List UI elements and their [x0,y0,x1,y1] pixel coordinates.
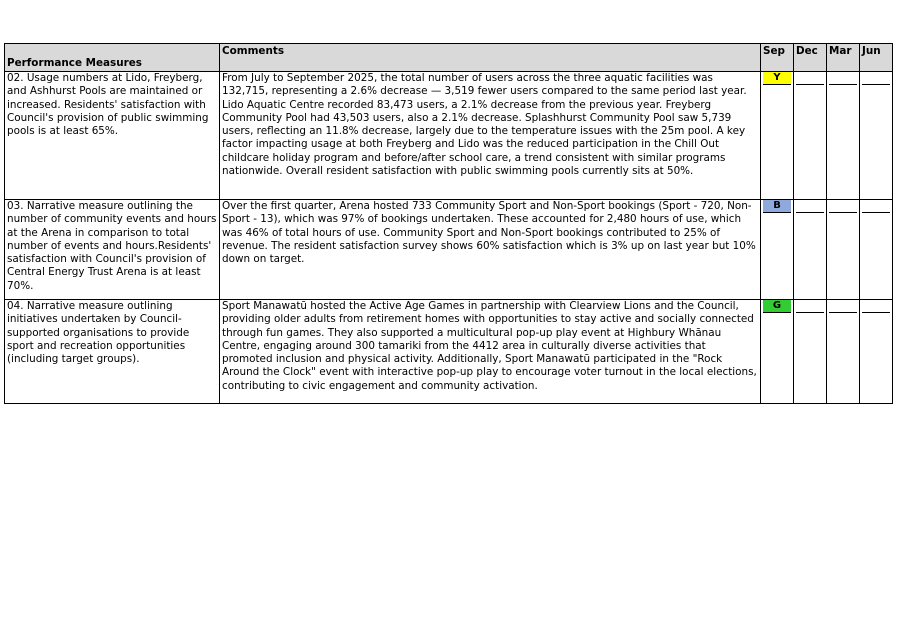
dec-status-cell [794,300,827,404]
table-row [5,300,893,404]
status-badge: Y [763,72,791,85]
measure-cell: 03. Narrative measure outlining the number of community events and hours at the Arena in comparison to total number of events and hours.Residents' satisfaction with Council's provision of Central Energy Trust Arena is at least 70%. [5,200,220,300]
sep-status-cell [761,300,794,404]
table-row [5,72,893,200]
status-badge: B [763,200,791,213]
table-header-row [5,44,893,72]
status-badge: G [763,300,791,313]
comment-cell: Over the first quarter, Arena hosted 733 Community Sport and Non-Sport bookings (Sport - 720, Non-Sport - 13), which was 97% of bookings undertaken. These accounted for 2,480 hours of use, which was 46% of total hours of use. Community Sport and Non-Sport bookings contributed to 25% of revenue. The resident satisfaction survey shows 60% satisfaction which is 3% up on last year but 10% down on target. [220,200,761,300]
empty-status [829,300,857,313]
empty-status [862,200,890,213]
sep-status-cell [761,72,794,200]
mar-status-cell [827,200,860,300]
comment-cell: From July to September 2025, the total number of users across the three aquatic facilities was 132,715, representing a 2.6% decrease — 3,519 fewer users compared to the same period last year. Lido Aquatic Centre recorded 83,473 users, a 2.1% decrease from the previous year. Freyberg Community Pool had 43,503 users, also a 2.1% decrease. Splashhurst Community Pool saw 5,739 users, reflecting an 11.8% decrease, largely due to the temperature issues with the 25m pool. A key factor impacting usage at both Freyberg and Lido was the reduced participation in the Chill Out childcare holiday program and before/after school care, a trend consistent with similar programs nationwide. Overall resident satisfaction with public swimming pools currently sits at 50%. [220,72,761,200]
mar-status-cell [827,300,860,404]
empty-status [862,300,890,313]
measure-cell: 02. Usage numbers at Lido, Freyberg, and Ashhurst Pools are maintained or increased. Residents' satisfaction with Council's provision of public swimming pools is at least 65%. [5,72,220,200]
dec-status-cell [794,72,827,200]
empty-status [829,72,857,85]
empty-status [796,200,824,213]
dec-status-cell [794,200,827,300]
empty-status [796,300,824,313]
empty-status [862,72,890,85]
empty-status [829,200,857,213]
empty-status [796,72,824,85]
header-sep: Sep [761,44,794,72]
performance-table [4,43,893,404]
mar-status-cell [827,72,860,200]
comment-cell: Sport Manawatū hosted the Active Age Games in partnership with Clearview Lions and the Council, providing older adults from retirement homes with opportunities to stay active and socially connected through fun games. They also supported a multicultural pop-up play event at Highbury Whānau Centre, engaging around 300 tamariki from the 4412 area in culturally diverse activities that promoted inclusion and physical activity. Additionally, Sport Manawatū participated in the "Rock Around the Clock" event with interactive pop-up play to encourage voter turnout in the local elections, contributing to civic engagement and community activation. [220,300,761,404]
table-row [5,200,893,300]
header-performance-measures: Performance Measures [5,44,220,72]
header-mar: Mar [827,44,860,72]
header-jun: Jun [860,44,893,72]
jun-status-cell [860,200,893,300]
jun-status-cell [860,72,893,200]
measure-cell: 04. Narrative measure outlining initiatives undertaken by Council-supported organisations to provide sport and recreation opportunities (including target groups). [5,300,220,404]
sep-status-cell [761,200,794,300]
jun-status-cell [860,300,893,404]
header-dec: Dec [794,44,827,72]
header-comments: Comments [220,44,761,72]
